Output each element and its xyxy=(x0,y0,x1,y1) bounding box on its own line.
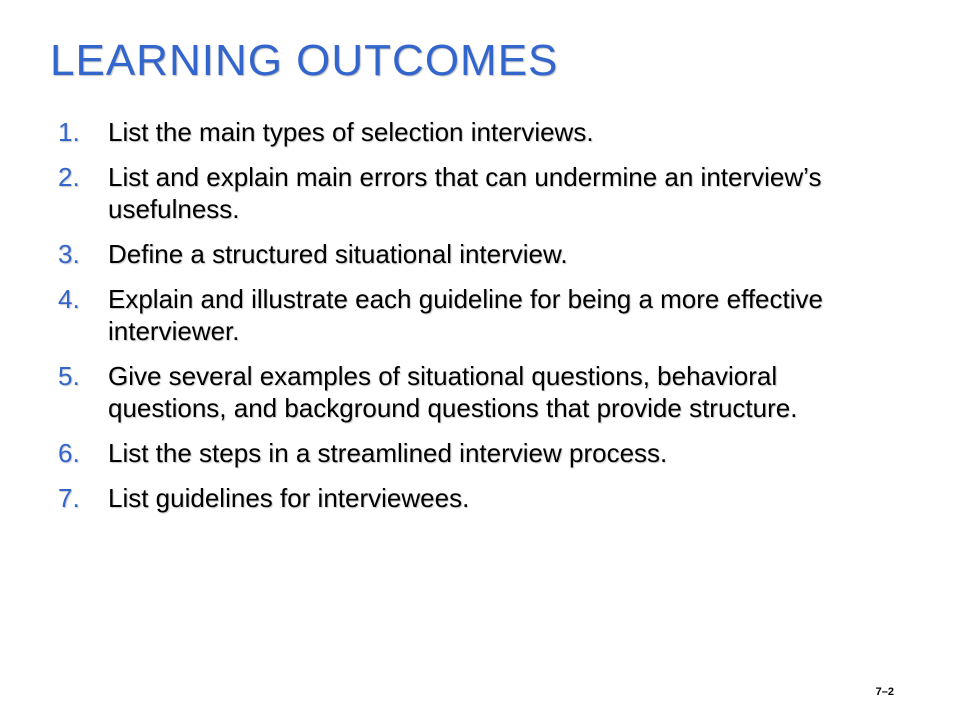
outcome-text: List and explain main errors that can undermine an interview’s usefulness. xyxy=(108,162,822,224)
outcome-number: 4. xyxy=(58,284,80,314)
outcome-item-6 xyxy=(58,437,888,469)
outcome-item-7 xyxy=(58,482,888,514)
slide-page-number: 7–2 xyxy=(875,686,894,698)
outcome-number: 1. xyxy=(58,117,80,147)
outcome-text: List the steps in a streamlined interview process. xyxy=(108,438,668,468)
outcome-item-2 xyxy=(58,161,888,225)
outcome-text: Explain and illustrate each guideline for being a more effective interviewer. xyxy=(108,284,823,346)
outcome-number: 3. xyxy=(58,239,80,269)
outcome-text: List guidelines for interviewees. xyxy=(108,483,470,513)
outcome-text: Give several examples of situational questions, behavioral questions, and background questions that provide structure. xyxy=(108,361,798,423)
outcome-number: 7. xyxy=(58,483,80,513)
outcome-number: 2. xyxy=(58,162,80,192)
outcome-number: 5. xyxy=(58,361,80,391)
learning-outcomes-list xyxy=(58,116,888,527)
outcome-text: Define a structured situational interview. xyxy=(108,239,568,269)
slide-title: LEARNING OUTCOMES xyxy=(50,36,559,85)
outcome-number: 6. xyxy=(58,438,80,468)
outcome-text: List the main types of selection interviews. xyxy=(108,117,594,147)
outcome-item-4 xyxy=(58,283,888,347)
outcome-item-5 xyxy=(58,360,888,424)
outcome-item-1 xyxy=(58,116,888,148)
outcome-item-3 xyxy=(58,238,888,270)
